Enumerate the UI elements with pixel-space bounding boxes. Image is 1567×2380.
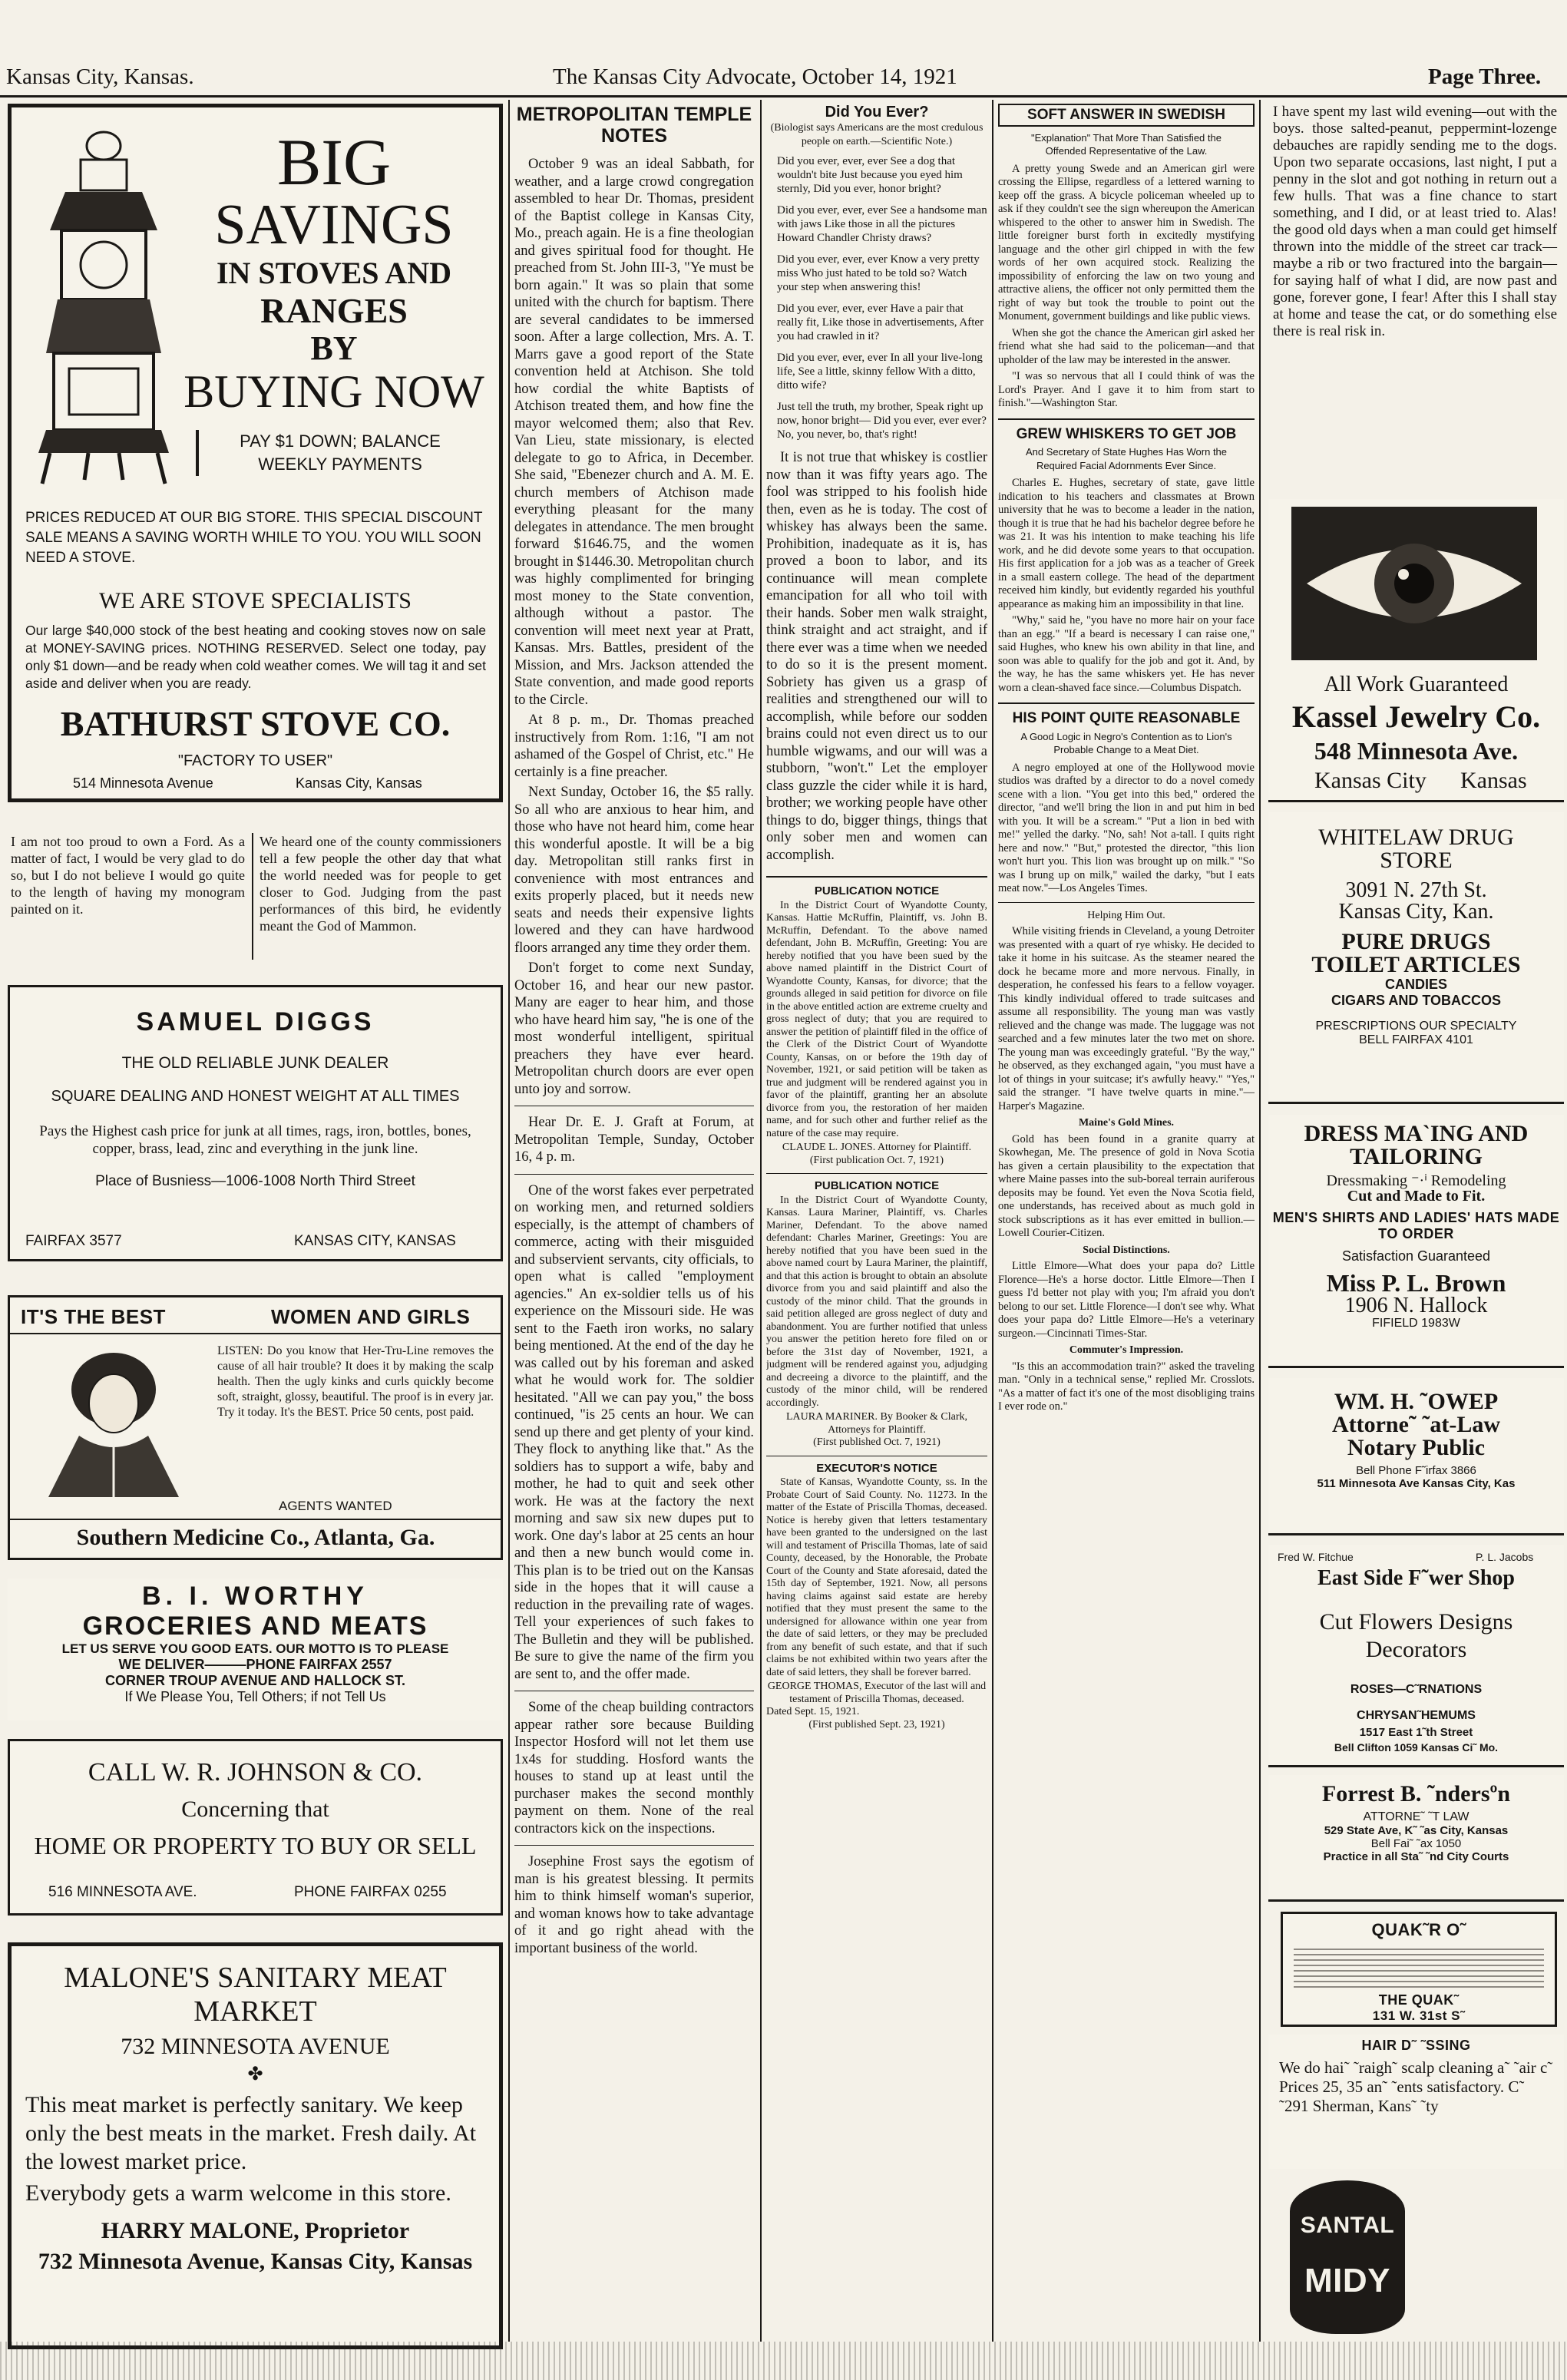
bathurst-city: Kansas City, Kansas (296, 775, 422, 791)
powers-line5: 511 Minnesota Ave Kansas City, Kas (1317, 1477, 1516, 1490)
notice1-title: PUBLICATION NOTICE (814, 884, 940, 897)
commuter-body: "Is this an accommodation train?" asked the traveling man. "Only in a technical sense," replied Mr. Crosslots. "As a matter of fact it's one of the most disobliging trains I ever rode on." (998, 1360, 1255, 1413)
verse: Did you ever, ever, ever See a dog that wouldn't bite Just because you eyed him sternly, Did you ever, honor bright? (777, 155, 963, 195)
notice3-title: EXECUTOR'S NOTICE (816, 1461, 937, 1475)
metropolitan-p7: Some of the cheap building contractors appear rather sore because Building Inspector Hosford will not let them use 1x4s for studding. Hosford wants the houses to stand up at least until the purchaser makes the second monthly payment on them. None of the real contractors kick on the inspections. (514, 1700, 754, 1836)
notice2-sign: LAURA MARINER. By Booker & Clark, Attorneys for Plaintiff. (785, 1411, 968, 1436)
bathurst-slogan: "FACTORY TO USER" (177, 752, 333, 769)
whiskey-item: It is not true that whiskey is costlier now than it was fifty years ago. The fool was stripped to his foolish hide then, even as he is today. The cost of whiskey has always been the same. Prohibition, inadequate as it is, has proved a boon to labor, and its continuance will mean complete emancipation for all who toil with their hands. Sober men walk straight, think straight and act straight, and if there ever was a time when we needed to do so it is the present moment. Sobriety has given us a grasp of realities and strengthened our will to accomplish, while before our sodden brains could not even direct us to our humble wigwams, and our will was a stubborn, "won't." Let the employer class guzzle the cider while it is hard, brother; we working people have other things to do, bigger things, things that only sober men and women can accomplish. (766, 450, 987, 863)
whitelaw-line4: Kansas City, Kan. (1338, 900, 1494, 924)
hairdressing-title: HAIR D˜ ˜SSING (1361, 2038, 1471, 2053)
diggs-body: Pays the Highest cash price for junk at all times, rags, iron, bottles, bones, copper, brass, lead, zinc and everything in the junk line. (39, 1123, 471, 1157)
metropolitan-p4: Don't forget to come next Sunday, October 16, and hear our new pastor. Many are eager to hear him, and those who have heard him say, "he is one of the most wonderful intelligent, spiritual preachers they have ever heard. Metropolitan church doors are ever open unto joy and sorrow. (514, 960, 754, 1097)
brown-line5: MEN'S SHIRTS AND LADIES' HATS MADE TO ORDER (1272, 1210, 1560, 1241)
worthy-line4: WE DELIVER———PHONE FAIRFAX 2557 (118, 1657, 392, 1672)
notice2-pub: (First published Oct. 7, 1921) (813, 1436, 941, 1448)
brown-dressmaking-ad (1268, 1115, 1564, 1368)
social-title: Social Distinctions. (1083, 1244, 1170, 1256)
whiskers-title: GREW WHISKERS TO GET JOB (1016, 425, 1237, 442)
kassel-line4: Kansas City (1314, 768, 1426, 793)
maine-body: Gold has been found in a granite quarry at Skowhegan, Me. The presence of gold in Nova Scotia has given a certain plausibility to the expectation that where Maine passes into the sub-boreal terrain auriferous deposits may be found. Yet even the Nova Scotia field, one understands, has received about as much gold in stock subscriptions as it has ever emitted in bullion.—Lowell Courier-Citizen. (998, 1132, 1255, 1239)
brown-line6: Satisfaction Guaranteed (1341, 1248, 1491, 1264)
anderson-line2: ATTORNE˜ ˜T LAW (1363, 1810, 1469, 1823)
whitelaw-line1: WHITELAW DRUG (1318, 825, 1514, 850)
quaker-fine-print (1294, 1945, 1544, 1988)
brown-line9: FIFIELD 1983W (1372, 1317, 1460, 1330)
hair-right-title: WOMEN AND GIRLS (271, 1305, 471, 1328)
malone-body1: This meat market is perfectly sanitary. We keep only the best meats in the market. Fresh daily. At the lowest market price. (25, 2092, 477, 2174)
metropolitan-body (514, 156, 754, 1957)
anderson-line4: Bell Fai˜ ˜ax 1050 (1370, 1837, 1462, 1850)
metropolitan-p6: One of the worst fakes ever perpetrated on working men, and returned soldiers especially, is the attempt of chambers of commerce, acting with their misguided and subservient servants, city officials, to open what is called "employment agencies." An ex-soldier tells us of his experience on the Missouri side. He was sent to the Faeth iron works, no salary being mentioned. At the end of the day he was called out by his foreman and asked what he would work for. The soldier hesitated. "All we can pay you," the boss continued, "is 25 cents an hour. We can send up there and get plenty of your kind. They flock to anything like that." As the soldiers has to support a wife, baby and mother, he had to quit and seek other work. He was at the factory the next morning and saw six new dupes put to work. One day's labor at 25 cents an hour and then a new bunch would come in. This plan is to be tried out on the Kansas side in the hopes that it will cause a reduction in the prevailing rate of wages. Tell your experiences of such fakes to The Bulletin and they will be published. Be sure to give the name of the firm you are sent to, and the offer made. (514, 1182, 754, 1682)
powers-line4: Bell Phone F˜irfax 3866 (1356, 1464, 1476, 1477)
bathurst-line3: IN STOVES AND (216, 256, 452, 290)
worthy-line6: If We Please You, Tell Others; if not Tell Us (124, 1689, 386, 1704)
bathurst-line6: BUYING NOW (183, 366, 484, 417)
notice2-body: In the District Court of Wyandotte County, Kansas. Laura Mariner, Plaintiff, vs. Charles Mariner, Defendant. To the above named defendant: Charles Mariner, Greetings: You are hereby notified that you have been sued in the above named court by Laura Mariner, the plaintiff, and that this action is brought to obtain an absolute divorce from you and said plaintiff and also the custody of the minor child. That the grounds in said petition alleged are gross neglect of duty and abandonment. You are further notified that unless you answer the petition hereto fore filed on or before the 31st day of November, 1921, a judgment will be rendered against you, adjudging and decreeing a divorce to the plaintiff, and the custody of the minor child, will be rendered accordingly. (766, 1194, 987, 1409)
notice1-pub: (First publication Oct. 7, 1921) (809, 1154, 944, 1166)
whiskers-p1: Charles E. Hughes, secretary of state, gave little indication to his teachers and classmates at Brown university that he was to become a leader in the nation, though it is true that he had his bachelor degree before he was 21. It was his intention to make teaching his life work, and he did devote some years to that occupation. His first application for a job was as a teacher of Greek in a small eastern college. The head of the department received him kindly, but evidently regarded his youthful appearance as making him an impossibility in that line. (998, 477, 1255, 610)
bathurst-big: BIG (276, 125, 392, 199)
diggs-phone: FAIRFAX 3577 (25, 1233, 122, 1249)
worthy-line5: CORNER TROUP AVENUE AND HALLOCK ST. (104, 1673, 406, 1688)
anderson-line3: 529 State Ave, K˜ ˜as City, Kansas (1324, 1824, 1509, 1837)
woman-illustration (33, 1344, 194, 1497)
brown-line2: TAILORING (1350, 1144, 1483, 1169)
stories-body (998, 104, 1255, 1414)
diggs-tag: SQUARE DEALING AND HONEST WEIGHT AT ALL TIMES (51, 1088, 460, 1105)
worthy-line2: GROCERIES AND MEATS (82, 1611, 428, 1641)
column-rule (1259, 100, 1261, 2342)
column-rule (992, 100, 993, 2342)
johnson-line2: Concerning that (181, 1797, 329, 1822)
johnson-line1: CALL W. R. JOHNSON & CO. (88, 1758, 423, 1787)
reasonable-title: HIS POINT QUITE REASONABLE (1012, 710, 1241, 726)
quaker-line3: 131 W. 31st S˜ (1372, 2008, 1466, 2023)
worthy-name: B. I. WORTHY (142, 1582, 369, 1611)
legal-notices (766, 885, 987, 1731)
bathurst-address: 514 Minnesota Avenue (73, 775, 213, 791)
metropolitan-title: METROPOLITAN TEMPLE NOTES (516, 104, 752, 147)
powers-attorney-ad (1268, 1378, 1564, 1535)
metropolitan-column (514, 104, 754, 2345)
whitelaw-line7: CANDIES (1384, 977, 1447, 992)
brown-line3: Dressmaking ⁻·ⁱ Remodeling (1326, 1172, 1506, 1189)
hairdressing-body: We do hai˜ ˜raigh˜ scalp cleaning a˜ ˜air c˜ Prices 25, 35 an˜ ˜ents satisfactory. C˜ ˜291 Sherman, Kans˜ ˜ty (1279, 2058, 1553, 2115)
brown-line4: Cut and Made to Fit. (1347, 1188, 1486, 1205)
worthy-ad (8, 1578, 503, 1721)
malone-line3: 732 MINNESOTA AVENUE (121, 2034, 390, 2059)
eastside-line7: Bell Clifton 1059 Kansas Ci˜ Mo. (1334, 1741, 1499, 1754)
powers-line2: Attorne˜ ˜at-Law (1331, 1412, 1501, 1437)
malone-line2: MARKET (193, 1995, 317, 2028)
notice-rule (766, 1173, 987, 1174)
hair-left-title: IT'S THE BEST (21, 1305, 166, 1328)
eastside-line1: East Side F˜wer Shop (1317, 1566, 1515, 1590)
whitelaw-line9: PRESCRIPTIONS OUR SPECIALTY (1315, 1020, 1517, 1033)
powers-line3: Notary Public (1347, 1435, 1486, 1460)
bathurst-line4: RANGES (260, 291, 408, 330)
stories-column (998, 104, 1255, 2345)
masthead-rule (0, 95, 1567, 98)
masthead (0, 64, 1567, 92)
johnson-address: 516 MINNESOTA AVE. (48, 1884, 197, 1900)
bathurst-company: BATHURST STOVE CO. (60, 704, 451, 743)
santal-line2: MIDY (1304, 2262, 1390, 2299)
metropolitan-p3: Next Sunday, October 16, the $5 rally. So all who are anxious to hear him, and those who have not heard him, come hear this wonderful apostle. It will be a big day. Metropolitan still ranks first in convenience with most entrances and exits properly placed, but it needs new seats and needs their expensive lights lowered and they can have hardwood floors arranged any time they order them. (514, 785, 754, 956)
filler-rule (252, 833, 253, 960)
notice3-body: State of Kansas, Wyandotte County, ss. In the Probate Court of Said County. No. 11273. In the matter of the Estate of Priscilla Thomas, deceased. Notice is hereby given that letters testamentary have been granted to the undersigned on the last will and testament of Priscilla Thomas, late of said County, deceased, by the Honorable, the Probate Court of the County and State aforesaid, dated the 15th day of September, 1921. Now, all persons having claims against said estate are hereby notified that they must present the same to the undersigned for allowance within one year from the date of said letters, or they may be precluded from any benefit of such estate, and that if such claims be not exhibited within two years after the date of said letters, they shall be forever barred. (766, 1476, 987, 1678)
social-body: Little Elmore—What does your papa do? Little Florence—He's a horse doctor. Little Elmore—Then I guess I'd better not play with you; I'm afraid you don't belong to our set. Little Florence—I don't see why. What does your papa do? Little Elmore—He's a veterinary surgeon.—Cincinnati Times-Star. (998, 1260, 1255, 1340)
notice2-title: PUBLICATION NOTICE (814, 1179, 940, 1192)
whitelaw-line8: CIGARS AND TOBACCOS (1331, 993, 1501, 1008)
kassel-line3: 548 Minnesota Ave. (1314, 737, 1519, 765)
malone-line1: MALONE'S SANITARY MEAT (64, 1962, 447, 1994)
notice-rule (766, 876, 987, 878)
kassel-jewelry-ad (1268, 499, 1564, 802)
notice3-pub: (First published Sept. 23, 1921) (808, 1718, 945, 1730)
powers-line1: WM. H. ˜OWEP (1334, 1389, 1499, 1414)
hair-product-ad (8, 1295, 503, 1560)
whiskers-deck: And Secretary of State Hughes Has Worn the Required Facial Adornments Ever Since. (1025, 446, 1228, 471)
whitelaw-line2: STORE (1380, 848, 1453, 873)
metropolitan-p1: October 9 was an ideal Sabbath, for weather, and a large crowd congregation assembled to hear Dr. Thomas, president of the Baptist college in Kansas City, Mo., preach again. He is a fine theologian and gives spiritual food for thought. He preached from St. John III-3, "Ye must be born again." It was so plain that some united with the church for baptism. There are several candidates to be immersed soon. After a large collection, Mrs. A. T. Marrs gave a good report of the State convention held at Atchison. She told how cordial the white Baptists of Atchison treated them, and how fine the mayor welcomed them; also that Rev. Van Lieu, state missionary, is elected delegate to go to Africa, in December. She said, "Ebenezer church and A. M. E. church members of Atchison made everything pleasant for the many delegates in attendance. The men brought forward $1646.75, and the women brought in $1446.30. Metropolitan church was highly complimented for bringing most money to the State convention, although without a pastor. The convention will meet next year at Pratt, Kansas. Mrs. Battles, president of the Mission, and Mrs. Jackson attended the State convention, and made good reports to the Circle. (514, 157, 754, 708)
malone-ad (8, 1942, 503, 2349)
anderson-attorney-ad (1268, 1775, 1564, 1902)
santal-midy-ad (1290, 2180, 1405, 2334)
story-rule (998, 418, 1255, 420)
bathurst-line5: BY (310, 329, 358, 367)
swedish-p3: "I was so nervous that all I could think of was the Lord's Prayer. And I gave it to him from start to finish."—Washington Star. (998, 370, 1255, 409)
bathurst-payment: PAY $1 DOWN; BALANCE WEEKLY PAYMENTS (196, 430, 471, 476)
notice1-sign: CLAUDE L. JONES. Attorney for Plaintiff. (782, 1142, 972, 1153)
swedish-title: SOFT ANSWER IN SWEDISH (998, 104, 1255, 127)
eastside-line3: Decorators (1365, 1637, 1467, 1662)
anderson-line1: Forrest B. ˜ndersºn (1321, 1781, 1511, 1806)
whitelaw-line3: 3091 N. 27th St. (1345, 878, 1487, 902)
worthy-line3: LET US SERVE YOU GOOD EATS. OUR MOTTO IS TO PLEASE (61, 1641, 449, 1656)
didyouever-title: Did You Ever? (825, 104, 929, 121)
spent-item: I have spent my last wild evening—out with the boys. those salted-peanut, peppermint-lozenge debauches are rapidly sending me to the dogs. Upon two separate occasions, last night, I put a penny in the slot and got nothing in return out a few hulls. That was a fine chance to start something, and I did, or at least tried to. Alas! the good old days when a man could get himself thrown into the middle of the street car track—maybe a rib or two fractured into the bargain—for saying half of what I did, are now past and gone, forever gone, I fear! After this I shall stay at home and tease the cat, or do something else there is real risk in. (1273, 104, 1557, 339)
commuter-title: Commuter's Impression. (1069, 1344, 1184, 1356)
whitelaw-line6: TOILET ARTICLES (1311, 952, 1521, 977)
hair-agents: AGENTS WANTED (279, 1499, 392, 1513)
quaker-line2: THE QUAK˜ (1378, 1992, 1460, 2008)
diggs-sub: THE OLD RELIABLE JUNK DEALER (121, 1054, 389, 1072)
didyouever-subtitle: (Biologist says Americans are the most credulous people on earth.—Scientific Note.) (770, 122, 984, 147)
print-edge-texture (0, 2342, 1567, 2380)
johnson-line3: HOME OR PROPERTY TO BUY OR SELL (34, 1832, 477, 1859)
brown-line8: 1906 N. Hallock (1344, 1294, 1488, 1317)
santal-line1: SANTAL (1300, 2213, 1395, 2238)
malone-footer: 732 Minnesota Avenue, Kansas City, Kansas (38, 2249, 473, 2274)
verse: Did you ever, ever, ever Know a very pretty miss Who just hated to be told so? Watch your step when answering this! (777, 253, 980, 293)
swedish-p2: When she got the chance the American girl asked her friend what she had said to the policeman—and that upholder of the law may be interested in the answer. (998, 326, 1255, 366)
story-rule (998, 702, 1255, 704)
eastside-flower-ad (1268, 1545, 1564, 1767)
notice3-sign: GEORGE THOMAS, Executor of the last will and testament of Priscilla Thomas, deceased. (767, 1681, 987, 1705)
hair-rule (10, 1333, 501, 1334)
stove-illustration (27, 123, 180, 491)
bathurst-stove-ad (8, 104, 503, 802)
reasonable-deck: A Good Logic in Negro's Contention as to Lion's Probable Change to a Meat Diet. (1020, 730, 1232, 755)
bathurst-body: Our large $40,000 stock of the best heating and cooking stoves now on sale at MONEY-SAVING prices. NOTHING RESERVED. Select one today, pay only $1 down—and be ready when cold weather comes. We will tag it and set aside and deliver when you are ready. (25, 623, 486, 691)
malone-proprietor: HARRY MALONE, Proprietor (101, 2218, 410, 2243)
diggs-city: KANSAS CITY, KANSAS (294, 1233, 456, 1249)
eye-illustration (1291, 507, 1537, 660)
metropolitan-p5: Hear Dr. E. J. Graft at Forum, at Metropolitan Temple, Sunday, October 16, 4 p. m. (514, 1115, 754, 1165)
kassel-line2: Kassel Jewelry Co. (1291, 699, 1541, 734)
metropolitan-rule (514, 1174, 754, 1175)
helping-body: While visiting friends in Cleveland, a young Detroiter was presented with a quart of rye whisky. He decided to take it home in his suitcase. As the steamer neared the dock he became more and more nervous. Finally, in desperation, he confessed his fears to a fellow voyager. This kindly individual offered to trade suitcases and assume all responsibility. The young man was vastly relieved and the change was made. The luggage was not searched and a few minutes later the two met on shore. The young man was exceedingly grateful. "By the way," he observed, as they exchanged again, "you must have a lot of things in your suitcase; it's awfully heavy." "Yes," said the stranger. "I have twelve quarts in mine."—Harper's Magazine. (998, 925, 1255, 1112)
samuel-diggs-ad (8, 985, 503, 1261)
quaker-ad (1281, 1912, 1557, 2027)
brown-line1: DRESS MA`ING AND (1304, 1121, 1529, 1146)
metropolitan-rule (514, 1845, 754, 1846)
anderson-line5: Practice in all Sta˜ ˜nd City Courts (1323, 1850, 1509, 1863)
hairdressing-ad (1268, 2035, 1564, 2169)
masthead-location: Kansas City, Kansas. (6, 64, 194, 89)
verse: Did you ever, ever, ever Have a pair that really fit, Like those in advertisements, After you had crawled in it? (777, 302, 984, 342)
masthead-page: Page Three. (1428, 64, 1542, 89)
johnson-ad (8, 1739, 503, 1916)
hair-rule-2 (10, 1519, 501, 1520)
swedish-deck: "Explanation" That More Than Satisfied the Offended Representative of the Law. (1031, 131, 1222, 157)
verse: Did you ever, ever, ever In all your live-long life, See a little, skinny fellow With a ditto, ditto wife? (777, 352, 983, 392)
metropolitan-p2: At 8 p. m., Dr. Thomas preached instructively from Rom. 1:16, "I am not ashamed of the Gospel of Christ, etc." He certainly is a fine preacher. (514, 712, 754, 780)
eastside-line4: ROSES—C˜RNATIONS (1350, 1683, 1483, 1696)
kassel-line1: All Work Guaranteed (1324, 673, 1509, 696)
johnson-phone: PHONE FAIRFAX 0255 (294, 1884, 447, 1900)
hair-body: LISTEN: Do you know that Her-Tru-Line removes the cause of all hair trouble? It does it by making the scalp health. Then the ugly kinks and curls quickly become soft, straight, glossy, beautiful. The proof is in every jar. Try it today. It's the BEST. Price 50 cents, post paid. (217, 1344, 494, 1419)
didyouever-poem (766, 154, 987, 441)
bathurst-specialists: WE ARE STOVE SPECIALISTS (99, 588, 412, 613)
whitelaw-line5: PURE DRUGS (1341, 929, 1491, 954)
notice1-body: In the District Court of Wyandotte County, Kansas. Hattie McRuffin, Plaintiff, vs. John B. McRuffin, Defendant. To the above named defendant, John B. McRuffin, Greeting: You are hereby notified that you have been sued by the above named plaintiff in the District Court of Wyandotte County, Kansas, for divorce; that the grounds alleged in said petition for divorce on file in the above entitled action are extreme cruelty and gross neglect of duty; that you are required to answer the petition of plaintiff filed in the office of the Clerk of the District Court of Wyandotte County, Kansas, on or before the 19th day of November, 1921, or said petition will be taken as true and judgment will be rendered against you in favor of the plaintiff, granting her an absolute divorce from you, the restoration of her maiden name, and for such other and further relief as the nature of the case may require. (766, 899, 987, 1139)
eastside-line2: Cut Flowers Designs (1319, 1609, 1513, 1635)
eastside-name-left: Fred W. Fitchue (1278, 1551, 1354, 1563)
verse: Did you ever, ever, ever See a handsome man with jaws Like those in all the pictures Howard Chandler Christy draws? (777, 204, 987, 244)
kassel-line5: Kansas (1460, 768, 1527, 793)
metropolitan-p8: Josephine Frost says the egotism of man is his greatest blessing. It permits him to think himself woman's superior, and woman knows how to take advantage of it and go right ahead with the important business of the world. (514, 1854, 754, 1956)
center-column (766, 104, 987, 2345)
story-rule (998, 902, 1255, 903)
diggs-place: Place of Busniess—1006-1008 North Third Street (95, 1173, 415, 1189)
commissioners-item: We heard one of the county commissioners tell a few people the other day that what the world needed was for people to get closer to God. Judging from the past performances of this bird, he evidently meant the God of Mammon. (260, 834, 501, 934)
column-rule (508, 100, 510, 2342)
bathurst-savings: SAVINGS (214, 193, 454, 256)
column-rule (760, 100, 762, 2342)
quaker-line1: QUAK˜R O˜ (1371, 1920, 1466, 1939)
whitelaw-drug-ad (1268, 812, 1564, 1104)
bathurst-notice: PRICES REDUCED AT OUR BIG STORE. THIS SPECIAL DISCOUNT SALE MEANS A SAVING WORTH WHILE TO YOU. YOU WILL SOON NEED A STOVE. (25, 510, 483, 566)
ornament-icon: ✤ (247, 2063, 263, 2084)
eastside-line5: CHRYSAN˜HEMUMS (1357, 1709, 1476, 1722)
maine-title: Maine's Gold Mines. (1078, 1117, 1175, 1129)
diggs-name: SAMUEL DIGGS (136, 1007, 375, 1036)
notice3-date: Dated Sept. 15, 1921. (766, 1706, 860, 1717)
hair-company: Southern Medicine Co., Atlanta, Ga. (76, 1525, 435, 1550)
ford-item: I am not too proud to own a Ford. As a matter of fact, I would be very glad to do so, but I do not believe I would go quite to the length of having my monogram painted on it. (11, 834, 245, 917)
verse: Just tell the truth, my brother, Speak right up now, honor bright— Did you ever, ever ever? No, you never, bo, that's right! (777, 401, 987, 441)
eastside-line6: 1517 East 1˜th Street (1359, 1726, 1473, 1739)
swedish-p1: A pretty young Swede and an American girl were crossing the Ellipse, regardless of a lettered warning to keep off the grass. A bicycle policeman wheeled up to ask if they couldn't see the sign whereupon the American whispered to the other to answer him in Swedish. The little foreigner burst forth in excitedly mystifying language and the other girl chipped in with the few words of her own acquired stock. Realizing the impossibility of enforcing the law on two young and attractive aliens, the officer not only permitted them the right of way but took the trouble to point out the Monument, government buildings and like public views. (998, 162, 1255, 322)
whitelaw-line10: BELL FAIRFAX 4101 (1359, 1033, 1473, 1046)
eastside-name-right: P. L. Jacobs (1476, 1551, 1534, 1563)
masthead-title: The Kansas City Advocate, October 14, 1921 (553, 64, 957, 89)
helping-title: Helping Him Out. (1087, 909, 1165, 921)
reasonable-p1: A negro employed at one of the Hollywood movie studios was drafted by a director to do a novel comedy scene with a lion. "You get into this bed," ordered the director, "and we'll bring the lion in and put him in bed with you. It will be a scream." "Put a lion in bed with me!" yelled the darky. "No, sah! Not a-tall. I quits right here and now." "But," protested the director, "this lion won't hurt you. This lion was brought up on milk." "So was I brung up on milk," wailed the darky, "but I eats meat now."—Los Angeles Times. (998, 761, 1255, 894)
brown-line7: Miss P. L. Brown (1326, 1269, 1506, 1297)
malone-body2: Everybody gets a warm welcome in this store. (25, 2180, 451, 2206)
whiskers-p2: "Why," said he, "you have no more hair on your face than an egg." "If a beard is necessary I can raise one," said Hughes, who knew his own ability in that line, and soon was able to qualify for the job and got it. And, by the way, he has the same whiskers yet. He has never worn a clean-shaved face since.—Columbus Dispatch. (998, 614, 1255, 694)
